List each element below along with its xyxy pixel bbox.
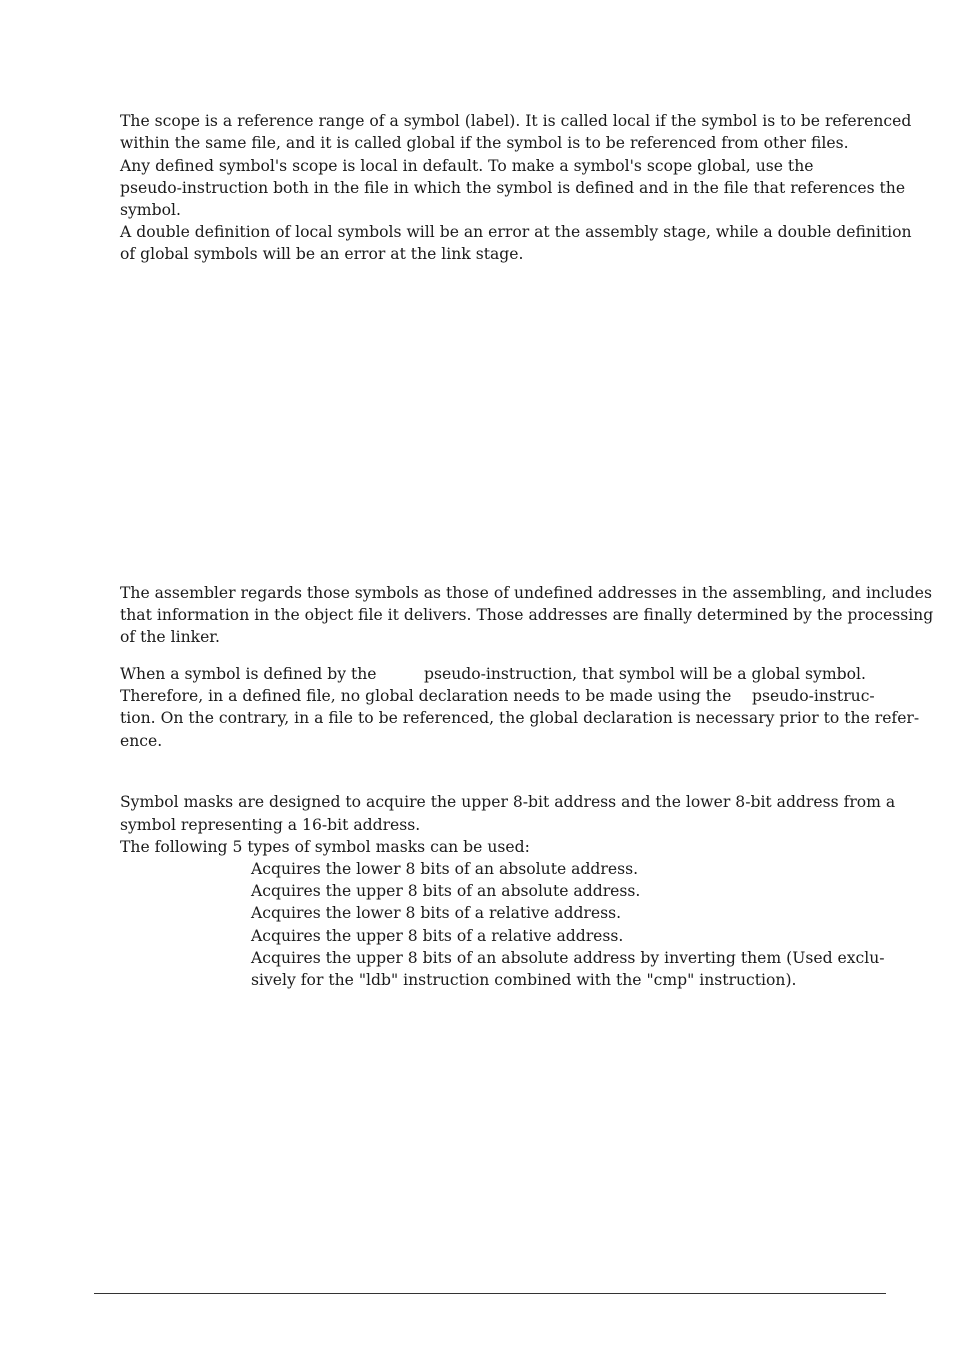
mask-list-item: Acquires the lower 8 bits of a relative address.	[251, 904, 622, 922]
mask-list-item: Acquires the upper 8 bits of a relative address.	[251, 927, 624, 945]
text-line: of the linker.	[120, 628, 221, 646]
text-line: A double definition of local symbols will be an error at the assembly stage, while a double definition	[120, 223, 912, 241]
text-line: symbol.	[120, 201, 181, 219]
text-line: ence.	[120, 732, 163, 750]
text-line: pseudo-instruction both in the file in which the symbol is defined and in the file that references the	[120, 179, 906, 197]
text-line: that information in the object file it delivers. Those addresses are finally determined by the processing	[120, 606, 934, 624]
text-line: pseudo-instruction, that symbol will be a global symbol.	[424, 665, 866, 683]
text-line: The following 5 types of symbol masks can be used:	[120, 838, 530, 856]
mask-list-item: Acquires the upper 8 bits of an absolute address by inverting them (Used exclu-	[251, 949, 885, 967]
text-line: pseudo-instruc-	[752, 687, 875, 705]
text-line: Any defined symbol's scope is local in default. To make a symbol's scope global, use the	[120, 157, 814, 175]
text-line: The scope is a reference range of a symbol (label). It is called local if the symbol is to be referenced	[120, 112, 912, 130]
text-line: Symbol masks are designed to acquire the upper 8-bit address and the lower 8-bit address from a	[120, 793, 896, 811]
mask-list-item: Acquires the upper 8 bits of an absolute address.	[251, 882, 641, 900]
text-line: The assembler regards those symbols as those of undefined addresses in the assembling, and includes	[120, 584, 932, 602]
mask-list-item: Acquires the lower 8 bits of an absolute address.	[251, 860, 639, 878]
mask-list-item: sively for the "ldb" instruction combined with the "cmp" instruction).	[251, 971, 797, 989]
footer-rule	[94, 1293, 886, 1294]
text-line: Therefore, in a defined file, no global declaration needs to be made using the	[120, 687, 732, 705]
text-line: symbol representing a 16-bit address.	[120, 816, 421, 834]
text-line: of global symbols will be an error at the link stage.	[120, 245, 524, 263]
text-line: tion. On the contrary, in a file to be referenced, the global declaration is necessary prior to the refer-	[120, 709, 920, 727]
text-line: within the same file, and it is called global if the symbol is to be referenced from other files.	[120, 134, 849, 152]
text-line: When a symbol is defined by the	[120, 665, 377, 683]
